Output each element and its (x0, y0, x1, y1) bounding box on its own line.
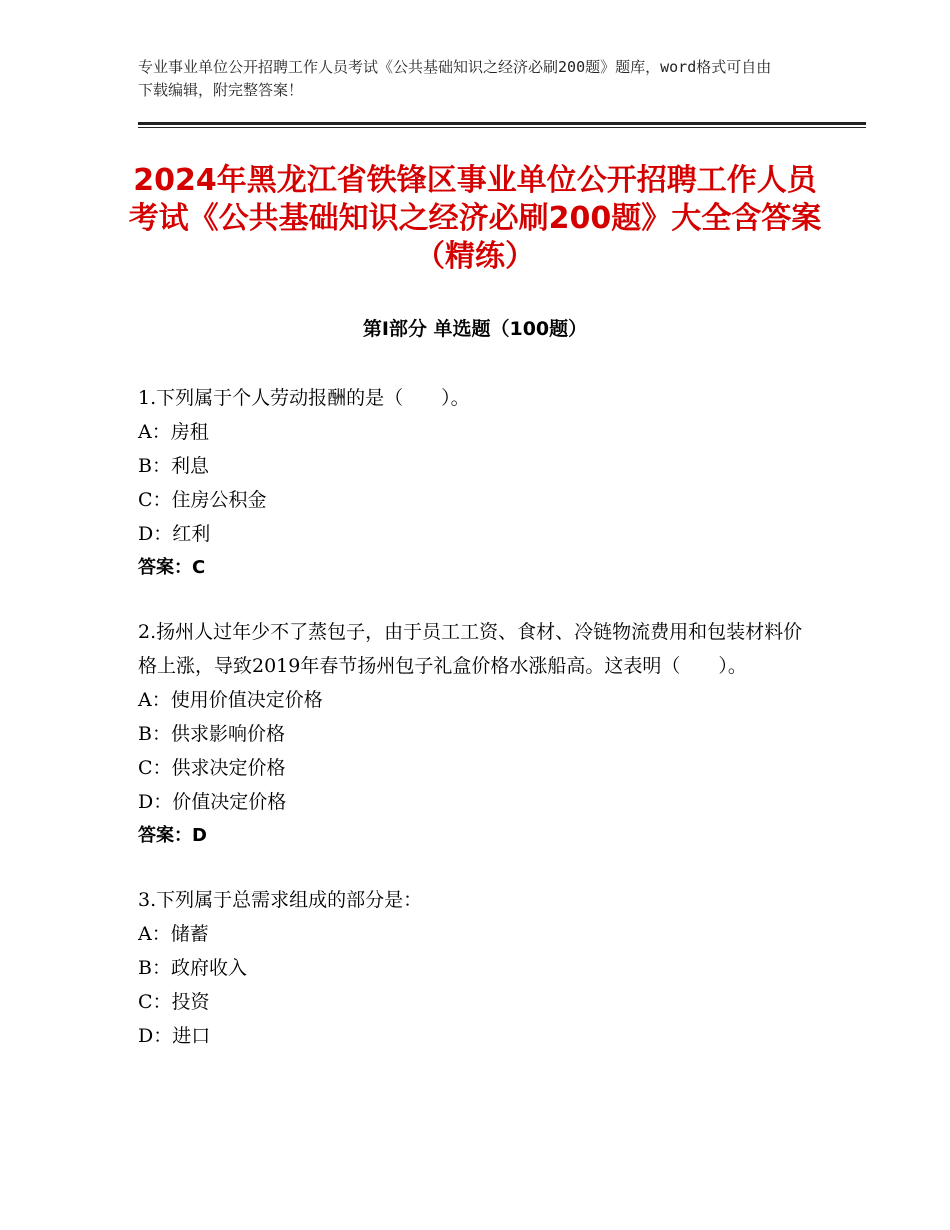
option-a: A：储蓄 (138, 923, 209, 945)
option-b: B：供求影响价格 (138, 723, 285, 745)
question-list (138, 381, 818, 1083)
answer-label: 答案：C (138, 557, 206, 578)
option-a: A：房租 (138, 421, 209, 443)
question-1 (138, 381, 818, 585)
header-note: 专业事业单位公开招聘工作人员考试《公共基础知识之经济必刷200题》题库，word格式可自由下载编辑，附完整答案！ (138, 58, 772, 99)
option-b: B：政府收入 (138, 957, 247, 979)
option-d: D：红利 (138, 523, 211, 545)
question-stem: 2.扬州人过年少不了蒸包子，由于员工工资、食材、冷链物流费用和包装材料价格上涨，导致2019年春节扬州包子礼盒价格水涨船高。这表明（ ）。 (138, 621, 803, 677)
question-3 (138, 883, 818, 1053)
option-b: B：利息 (138, 455, 209, 477)
option-c: C：住房公积金 (138, 489, 267, 511)
answer-label: 答案：D (138, 825, 207, 846)
option-d: D：进口 (138, 1025, 211, 1047)
header-divider-thick (138, 122, 866, 125)
option-a: A：使用价值决定价格 (138, 689, 323, 711)
option-c: C：投资 (138, 991, 210, 1013)
document-title: 2024年黑龙江省铁锋区事业单位公开招聘工作人员考试《公共基础知识之经济必刷200题》大全含答案（精练） (128, 163, 822, 274)
option-c: C：供求决定价格 (138, 757, 286, 779)
question-stem: 1.下列属于个人劳动报酬的是（ ）。 (138, 387, 470, 409)
option-d: D：价值决定价格 (138, 791, 287, 813)
header-divider-thin (138, 127, 866, 128)
question-2 (138, 615, 818, 853)
question-stem: 3.下列属于总需求组成的部分是： (138, 889, 423, 911)
section-title: 第Ⅰ部分 单选题（100题） (362, 318, 588, 340)
